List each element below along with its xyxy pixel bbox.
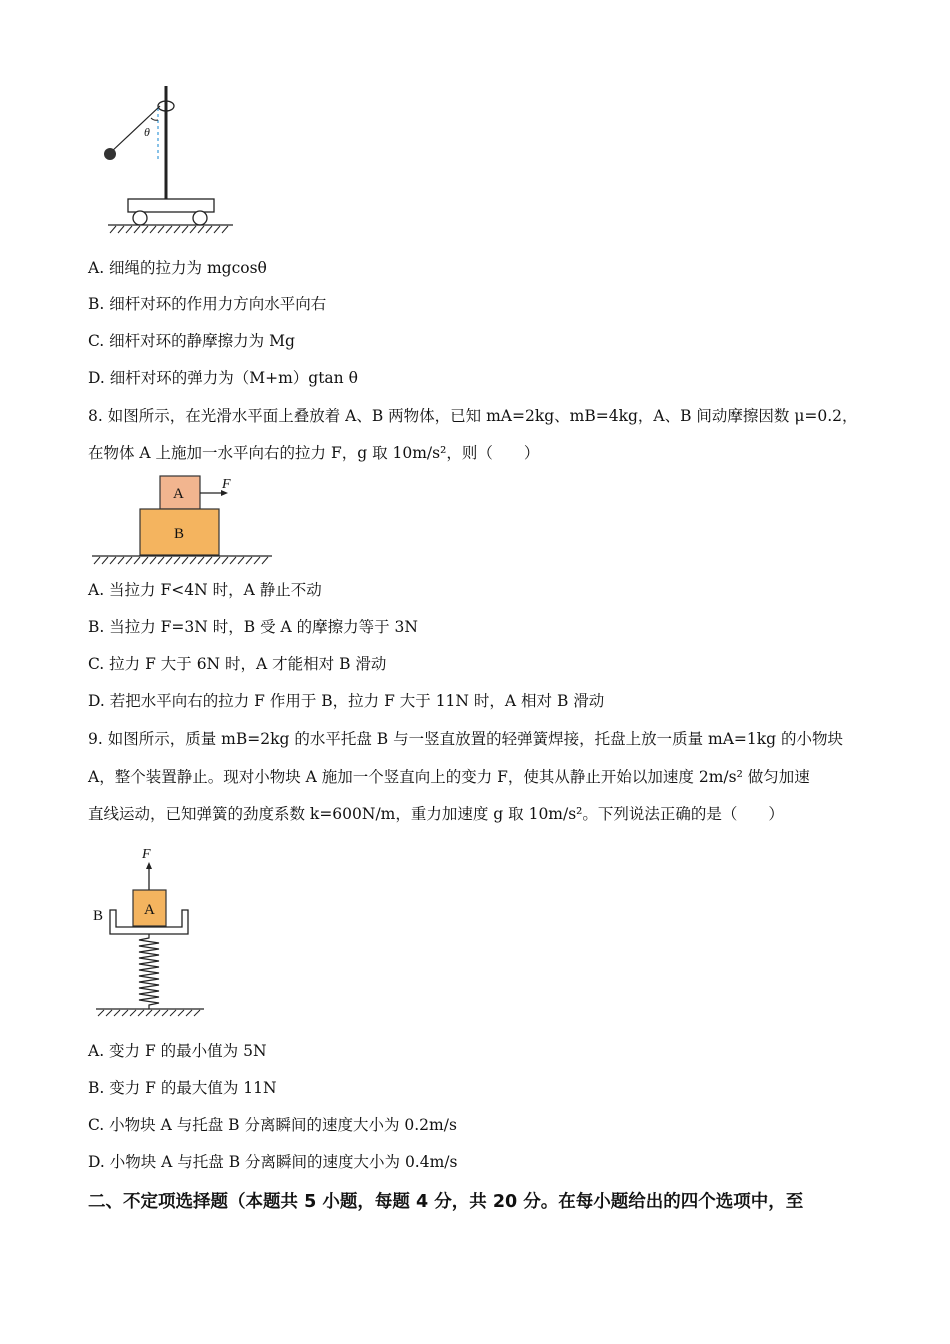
angle-arc	[151, 118, 158, 120]
q8-option-a: A. 当拉力 F<4N 时，A 静止不动	[88, 581, 322, 599]
cart-body	[128, 199, 214, 212]
ball	[104, 148, 116, 160]
figure-q7-cart-pendulum	[96, 82, 246, 242]
ground-hatch	[110, 226, 228, 233]
ground-hatch	[98, 1010, 200, 1016]
q9-stem-line-2: A，整个装置静止。现对小物块 A 施加一个竖直向上的变力 F，使其从静止开始以加速度 2m/s² 做匀加速	[88, 768, 810, 786]
q7-option-a: A. 细绳的拉力为 mgcosθ	[88, 259, 267, 277]
q9-option-c: C. 小物块 A 与托盘 B 分离瞬间的速度大小为 0.2m/s	[88, 1116, 457, 1134]
cart-wheel-left	[133, 211, 147, 225]
spring	[139, 934, 159, 1009]
q8-option-d: D. 若把水平向右的拉力 F 作用于 B，拉力 F 大于 11N 时，A 相对 B 滑动	[88, 692, 605, 710]
section-2-heading: 二、不定项选择题（本题共 5 小题，每题 4 分，共 20 分。在每小题给出的四个选项中，至	[88, 1192, 804, 1212]
q7-option-c: C. 细杆对环的静摩擦力为 Mg	[88, 332, 295, 350]
q8-option-b: B. 当拉力 F=3N 时，B 受 A 的摩擦力等于 3N	[88, 618, 418, 636]
q7-option-d: D. 细杆对环的弹力为（M+m）gtan θ	[88, 369, 358, 387]
block-a-label: A	[173, 486, 184, 502]
q9-option-b: B. 变力 F 的最大值为 11N	[88, 1079, 277, 1097]
angle-label: θ	[144, 125, 150, 139]
q9-option-d: D. 小物块 A 与托盘 B 分离瞬间的速度大小为 0.4m/s	[88, 1153, 458, 1171]
cart-wheel-right	[193, 211, 207, 225]
figure-q9-spring-tray	[88, 842, 218, 1017]
force-label: F	[222, 477, 231, 492]
q9-option-a: A. 变力 F 的最小值为 5N	[88, 1042, 267, 1060]
q8-stem-line-2: 在物体 A 上施加一水平向右的拉力 F，g 取 10m/s²，则（ ）	[88, 444, 540, 462]
q9-stem-line-1: 9. 如图所示，质量 mB=2kg 的水平托盘 B 与一竖直放置的轻弹簧焊接，托盘上放一质量 mA=1kg 的小物块	[88, 730, 843, 748]
force-arrow-head	[146, 862, 152, 869]
force-label: F	[142, 847, 151, 862]
block-a-label: A	[144, 902, 155, 918]
q7-option-b: B. 细杆对环的作用力方向水平向右	[88, 295, 327, 313]
ground-hatch	[94, 557, 268, 564]
q8-option-c: C. 拉力 F 大于 6N 时，A 才能相对 B 滑动	[88, 655, 387, 673]
q8-stem-line-1: 8. 如图所示，在光滑水平面上叠放着 A、B 两物体，已知 mA=2kg、mB=4kg，A、B 间动摩擦因数 μ=0.2，	[88, 407, 858, 425]
tray-b-label: B	[93, 908, 104, 924]
block-b-label: B	[174, 526, 185, 542]
figure-q8-stacked-blocks	[88, 472, 278, 567]
q9-stem-line-3: 直线运动，已知弹簧的劲度系数 k=600N/m，重力加速度 g 取 10m/s²。下列说法正确的是（ ）	[88, 805, 784, 823]
string	[110, 106, 160, 153]
